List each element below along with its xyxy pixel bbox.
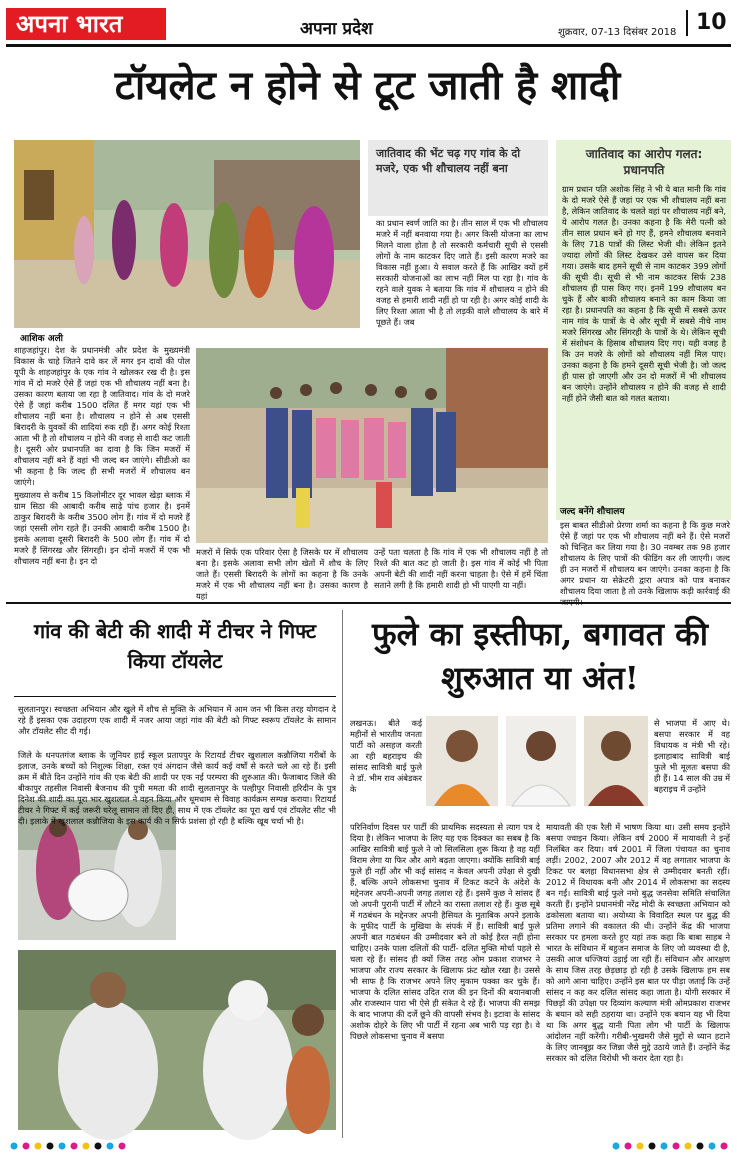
section-divider — [6, 602, 731, 604]
portrait-savitri-bai-phule — [426, 716, 498, 806]
story2-text1: सुलतानपुर। स्वच्छता अभियान और खुले में शौच से मुक्ति के अभियान में आम जन भी किस तरह योगदान दे रहे हैं इसका एक उदाहरण एक शादी में नजर आया जहां गांव की बेटी को गिफ्ट स्वरूप टॉयलेट के सामान और टॉयलेट सीट दी गई। — [18, 704, 336, 736]
story1-col2-text: का प्रधान स्वर्ण जाति का है। तीन साल में एक भी शौचालय मजरे में नहीं बनवाया गया है। अगर किसी योजना का लाभ मिलने वाला होता है तो सरकारी कर्मचारी सूची से एससी लोगों के नाम काटकर दिए जाते हैं। इसी कारण मजरे का विकास नहीं हुआ। ये सवाल करते हैं कि आखिर क्यों हमें सरकारी योजनाओं का लाभ नहीं मिल पा रहा है। गांव के रहने वाले युवक ने बताया कि गांव में शौचालय न होने की वजह से हमारी शादी नहीं हो पा रही है। अगर कोई शादी के लिए रिश्ता आता भी है तो लड़की वाले शौचालय के बारे में पूछते हैं। जब — [376, 218, 548, 327]
story1-col-bottom2-text: उन्हें पता चलता है कि गांव में एक भी शौचालय नहीं है तो रिश्ते की बात कट हो जाती है। इस गांव में कोई भी पिता अपनी बेटी की शादी नहीं करना चाहता है। ऐसे में हमें चिंता सताने लगी है कि हमारी शादी हो भी पाएगी या नहीं। — [374, 547, 548, 590]
story2-text2-block — [18, 750, 336, 940]
story2-text1-block — [18, 704, 336, 748]
story2-headline: गांव की बेटी की शादी में टीचर ने गिफ्ट किया टॉयलेट — [33, 619, 317, 673]
brand-logo: अपना भारत — [6, 8, 166, 40]
portrait-politician-3 — [584, 716, 648, 806]
story2-text2: जिले के धनपतगंज ब्लाक के जूनियर हाई स्कूल प्रतापपुर के रिटायर्ड टीचर खुशलाल कन्नौजिया गरीबों के इलाज, उनके बच्चों को निशुल्क शिक्षा, रक्त एवं अंगदान जैसे कार्य कई वर्षों से करते चले आ रहे हैं। इसी क्रम में बीते दिन उन्होंने गांव की एक बेटी की शादी पर एक नई परम्परा की शुरुआत की। फैजाबाद जिले की बीकापुर तहसील निवासी बैजनाथ की पुत्री ममता की शादी सुलतानपुर के पल्हीपुर निवासी हरिदीन के पुत्र दिनेश की शादी का पूरा भार खुशलाल ने वहन किया और धूमधाम से विवाह कार्यक्रम सम्पन्न कराया। रिटायर्ड टीचर ने गिफ्ट में कई जरूरी घरेलू सामान तो दिए ही, साथ में एक टॉयलेट का पूरा खर्च एवं टॉयलेट सीट भी दी। इलाके में खुशलाल कन्नौजिया के इस कार्य की न सिर्फ प्रशंसा हो रही है बल्कि खूब चर्चा भी है। — [18, 750, 336, 826]
story1-col-bottom2 — [374, 547, 548, 595]
masthead — [0, 0, 737, 44]
photo-village-women — [14, 140, 360, 328]
sidebar-text: ग्राम प्रधान पति अशोक सिंह ने भी ये बात मानी कि गांव के दो मजरे ऐसे हैं जहां पर एक भी शौचालय नहीं बना है, लेकिन जातिवाद के चलते वहां पर शौचालय नहीं बने, ये आरोप गलत है। उनका कहना है कि मेरी पत्नी को तीन साल प्रधान बने हो गए हैं, हमने शौचालय बनवाने के लिए 718 पात्रों की लिस्ट भेजी थी। लेकिन इतने ज्यादा लोगों की लिस्ट देखकर उसे वापस कर दिया गया। उसके बाद हमने सूची से नाम काटकर 399 लोगों की सूची दी। सूची से भी नाम काटकर सिर्फ 238 शौचालय ही पास किए गए। इनमें 199 शौचालय बन चुके हैं और बाकी शौचालय बनाने का काम किया जा रहा है। प्रधानपति का कहना है कि सूची में सबसे ऊपर नाम गांव के पात्रों के थे और सूची में सबसे नीचे नाम मजरे सिंगरख और सिंगरही के पात्रों के थे। लेकिन सूची में संशोधन के हिसाब शौचालय दिए गए। यही वजह है कि उन मजरे के लोगों को शौचालय नहीं मिल पाए। उनका कहना है कि हमने दूसरी सूची भेजी है। जो जल्द ही पास हो जाएगी और उन दो मजरों में भी शौचालय बन जाएंगे। उन्होंने शौचालय न होने की वजह से शादी नहीं होने जैसी बात को गलत बताया। — [562, 184, 726, 403]
photo-village-children — [196, 348, 548, 543]
story3-col-b-short: से भाजपा में आए थे। बसपा सरकार में वह विधायक व मंत्री भी रहे। इलाहाबाद सावित्री बाई फुले भी मूलतः बसपा की ही हैं। 14 साल की उम्र में बहराइच में उन्होंने — [654, 718, 730, 794]
story3-intro: लखनऊ। बीते कई महीनों से भारतीय जनता पार्टी को असहज करती आ रही बहराइच की सांसद सावित्री बाई फुले ने डॉ. भीम राव अंबेडकर के — [350, 718, 422, 794]
sidebar-text2: इस बाबत सीडीओ प्रेरणा शर्मा का कहना है कि कुछ मजरे ऐसे हैं जहां पर एक भी शौचालय नहीं बने हैं। ऐसे मजरों को चिन्हित कर लिया गया है। 30 नवम्बर तक 98 हजार शौचालय के लिए पात्रों की फीडिंग कर ली जाएगी। जल्द ही उन मजरों में शौचालय बन जाएंगे। उनका कहना है कि अगर प्रधान या सेक्रेटरी द्वारा अपात्र को पात्र बनाकर शौचालय दिया जाता है तो उनके खिलाफ कड़ी कार्रवाई की — [560, 520, 730, 596]
portrait-politician-2 — [506, 716, 576, 806]
byline: आशिक अली — [20, 334, 64, 344]
sidebar-subhead: जल्द बनेंगे शौचालय — [560, 507, 625, 517]
sidebar-title: जातिवाद का आरोप गलत: प्रधानपति — [585, 147, 703, 177]
story1-col-bottom1 — [196, 547, 368, 601]
photo-turban-men — [18, 950, 336, 1130]
story3-col-a-block — [350, 822, 540, 1138]
main-headline: टॉयलेट न होने से टूट जाती है शादी — [114, 62, 621, 109]
column-divider — [342, 610, 343, 1138]
page-number: 10 — [686, 10, 727, 36]
story3-col-a: परिनिर्वाण दिवस पर पार्टी की प्राथमिक सदस्यता से त्याग पत्र दे दिया है। लेकिन भाजपा के लिए यह एक दिक्कत का सबब है कि आखिर सावित्री बाई फुले ने जो सिलसिला शुरू किया है वह यहीं विराम लेगा या फिर और आगे बढ़ता जाएगा। क्योंकि सावित्री बाई फुले ही नहीं और भी कई सांसद न केवल अपनी उपेक्षा से दुखी हैं, बल्कि अपने लोकसभा चुनाव में टिकट कटने के अंदेशे के मद्देनजर अपनी-अपनी जगह तलाश रहे हैं। इसमें कुछ ने सांसद हैं जो अपनी पुरानी पार्टी में लौटने का रास्ता तलाश रहे हैं। कुछ सूबे में गठबंधन के मद्देनजर अपनी हैसियत के मुताबिक अपने इलाके के मुफीद पार्टी के मुखिया के संपर्क में हैं। सावित्री बाई फुले अपनी बात गठबंधन की उम्मीदवार बने तो कोई हैरत नहीं होना चाहिए। उनके पाला दलितों की पार्टी- दलित मुक्ति मोर्चा पहले से चला रहे हैं। सांसद ही क्यों जिस तरह ओम प्रकाश राजभर ने भाजपा और राज्य सरकार के खिलाफ फ्रंट खोल रखा है। उससे भी साफ है कि राजभर अपने लिए मुकाम पक्का कर चुके हैं। भाजपा के दलित सांसद उदित राज की इन दिनों की बयानबाजी और राजस्थान पारा भी ऐसे ही संकेत दे रहे हैं। भाजपा की समझ के बाद भाजपा की दर्जे छूने की वापसी संभव है। इटावा के सांसद अशोक दोहरे के लिए भी पार्टी में रहना अब भारी पड़ रहा है। वे पिछले लोकसभा चुनाव में बसपा — [350, 822, 540, 1041]
story1-col-bottom1-text: मजरों में सिर्फ एक परिवार ऐसा है जिसके घर में शौचालय बना है। इसके अलावा सभी लोग खेतों में शौच के लिए जाते हैं। एससी बिरादरी के लोगों का कहना है कि उनके मजरे में एक भी शौचालय नहीं बना है। उसका कारण है यहां — [196, 547, 368, 601]
story1-col1-p2: मुख्यालय से करीब 15 किलोमीटर दूर भावल खेड़ा ब्लाक में ग्राम सिठा की आबादी करीब साढ़े पांच हजार है। इनमें ठाकुर बिरादरी के करीब 3500 लोग हैं। गांव में दो मजरे हैं जहां एससी लोग रहते हैं। उनकी आबादी करीब 1500 है। इसके अलावा दूसरी बिरादरी के 500 लोग हैं। गांव में दो मजरे हैं सिंगरख और सिंगरही। इन दोनों मजरों में एक भी शौचालय नहीं बना है। इन दो — [14, 490, 190, 566]
story3-col-b-block — [546, 822, 730, 1138]
story3-col-b: मायावती की एक रैली में भाषण किया था। उसी समय इन्होंने बसपा ज्वाइन किया। लेकिन वर्ष 2000 में मायावती ने इन्हें निलंबित कर दिया। वर्ष 2001 में जिला पंचायत का चुनाव लड़ीं। 2002, 2007 और 2012 में वह लगातार भाजपा के टिकट पर बलहा विधानसभा क्षेत्र से उम्मीदवार बनती रहीं। 2012 में विधायक बनी और 2014 में लोकसभा का सदस्य बन गईं। सावित्री बाई फुले नमो बुद्ध जनसेवा समिति संचालित करती हैं। इन्होंने प्रधानमंत्री नरेंद्र मोदी के स्वच्छता अभियान को ढकोसला बताया था। अयोध्या के विवादित स्थल पर बुद्ध की प्रतिमा लगाने की वकालत की थी। उन्होंने केंद्र की भाजपा सरकार पर हमला करते हुए यहां तक कहा कि बाबा साहब ने भारत के संविधान में बहुजन समाज के लिए जो व्यवस्था दी है, उसकी आज धज्जियां उड़ाई जा रही हैं। संविधान और आरक्षण के साथ जिस तरह छेड़छाड़ हो रही है उसके खिलाफ हम सब को आगे आना चाहिए। उन्होंने इस बात पर पीड़ा जताई कि उन्हें सांसद न कह कर दलित सांसद कहा जाता है। योगी सरकार में पिछड़ों की उपेक्षा पर दिव्यांग कल्याण मंत्री ओमप्रकाश राजभर के बयान को सही ठहराया था। उन्होंने एक बयान यह भी दिया था कि अगर बुद्ध यानी पिता लोग भी पार्टी के खिलाफ आंदोलन नहीं करेंगी। गरीबी-भुखमरी जैसे मुद्दों से ध्यान हटाने के लिए जानबूझ कर जिन्ना जैसे मुद्दे उठाये जाते हैं। उन्होंने केंद्र सरकार को दलित विरोधी भी करार देता रहा है। — [546, 822, 730, 1063]
footer-dots — [6, 1140, 731, 1152]
section-name: अपना प्रदेश — [300, 19, 373, 39]
story1-col1 — [14, 345, 190, 590]
masthead-rule — [6, 44, 731, 47]
inset-title: जातिवाद की भेंट चढ़ गए गांव के दो मजरे, एक भी शौचालय नहीं बना — [368, 140, 548, 216]
story3-intro-block — [350, 718, 422, 820]
issue-date: शुक्रवार, 07-13 दिसंबर 2018 — [558, 27, 677, 38]
story3-col-b-short-block — [654, 718, 730, 820]
sidebar-text-block — [562, 184, 726, 502]
story2-rule — [14, 696, 336, 697]
story1-col2 — [376, 218, 548, 346]
story1-col1-p1: शाहजहांपुर। देश के प्रधानमंत्री और प्रदेश के मुख्यमंत्री विकास के चाहे जितने दावे कर लें मगर इन दावों की पोल यूपी के शाहजहांपुर के एक गांव ने खोलकर रख दी है। इस गांव में दो मजरे ऐसे हैं जहां एक भी शौचालय नहीं बना है। उसका कारण बताया जा रहा है जातिवाद। गांव के दो मजरे ऐसे हैं जहां करीब 1500 दलित हैं मगर यहां एक भी शौचालय नहीं बना है। शौचालय न होने से अब एससी बिरादरी के युवकों की शादियां रुक रही हैं। अगर कोई रिश्ता आता भी है तो शौचालय न होने की वजह से शादी कट जाती है। दूसरी ओर प्रधानपति का दावा है कि जिन मजरों में शौचालय नहीं बने हैं वहां भी जल्द बन जाएंगे। सीडीओ का भी कहना है कि जल्द ही सभी मजरों में शौचालय बन जाएंगे। — [14, 345, 190, 487]
story3-headline: फुले का इस्तीफा, बगावत की शुरुआत या अंत! — [371, 615, 709, 697]
sidebar-text2-block — [560, 520, 730, 596]
